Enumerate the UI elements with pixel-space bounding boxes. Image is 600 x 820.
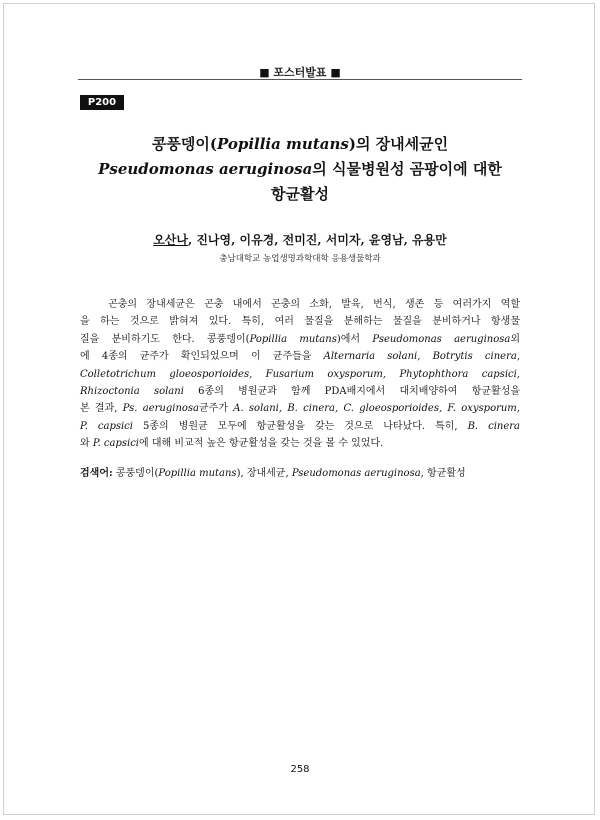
header-rule (78, 79, 522, 80)
poster-number-badge: P200 (80, 95, 124, 110)
abstract-line: Rhizoctonia solani 6종의 병원균과 함께 PDA배지에서 대치배양하여 항균활성을 (80, 386, 520, 398)
co-authors: , 진나영, 이유경, 전미진, 서미자, 윤영남, 유용만 (187, 233, 447, 247)
keywords: 검색어: 콩풍뎅이(Popillia mutans), 장내세균, Pseudomonas aeruginosa, 항균활성 (80, 468, 466, 479)
paper-title (0, 132, 600, 207)
abstract-line: 곤충의 장내세균은 곤충 내에서 곤충의 소화, 발육, 번식, 생존 등 여러가지 역할 (108, 299, 520, 310)
section-header: ■ 포스터발표 ■ (259, 66, 341, 79)
abstract-line: 본 결과, Ps. aeruginosa균주가 A. solani, B. cinera, C. gloeosporioides, F. oxysporum, (80, 403, 520, 415)
abstract-line: 에 4종의 균주가 확인되었으며 이 균주들을 Alternaria solani, Botrytis cinera, (80, 351, 520, 363)
title-line-2: Pseudomonas aeruginosa의 식물병원성 곰팡이에 대한 (98, 160, 502, 178)
title-line-1: 콩풍뎅이(Popillia mutans)의 장내세균인 (151, 135, 449, 153)
abstract-line: 와 P. capsici에 대해 비교적 높은 항균활성을 갖는 것을 볼 수 있었다. (80, 438, 384, 450)
abstract (80, 296, 520, 453)
abstract-line: P. capsici 5종의 병원균 모두에 항균활성을 갖는 것으로 나타났다. 특히, B. cinera (80, 420, 521, 432)
affiliation: 충남대학교 농업생명과학대학 응용생물학과 (219, 254, 381, 264)
presenting-author: 오산나 (153, 233, 188, 247)
abstract-line: 질을 분비하기도 한다. 콩풍뎅이(Popillia mutans)에서 Pseudomonas aeruginosa외 (80, 333, 521, 345)
author-list (0, 231, 600, 248)
abstract-line: 을 하는 것으로 밝혀져 있다. 특히, 여러 물질을 분해하는 물질을 분비하거나 항생물 (80, 316, 520, 328)
title-line-3: 항균활성 (271, 185, 329, 203)
abstract-line: Colletotrichum gloeosporioides, Fusarium oxysporum, Phytophthora capsici, (80, 368, 520, 380)
page-number: 258 (290, 764, 310, 775)
keywords-label: 검색어: (80, 468, 113, 479)
